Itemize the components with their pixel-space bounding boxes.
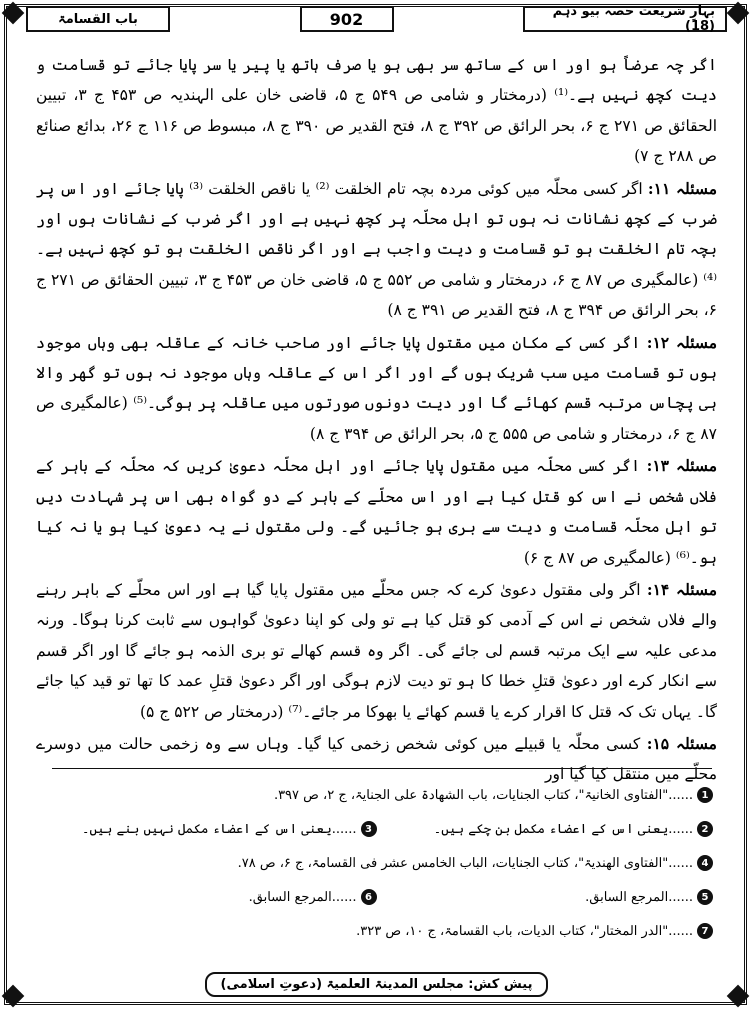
issue-label: مسئلہ ۱۱: bbox=[647, 178, 717, 198]
page-number: 902 bbox=[300, 6, 394, 32]
paragraph bbox=[36, 174, 717, 326]
footnote-number: 6 bbox=[361, 889, 377, 905]
paragraph-text: کسی محلّہ یا قبیلے میں کوئی شخص زخمی کیا گیا۔ وہاں سے وہ زخمی حالت میں دوسرے محلّے میں منتقل کیا گیا اور bbox=[36, 734, 717, 784]
footnote-row bbox=[40, 814, 713, 844]
footnote-row bbox=[40, 882, 713, 912]
paragraph-text: اگر کسی کے مکان میں مقتول پایا جائے اور صاحب خانہ کے عاقلہ بھی وہاں موجود ہوں تو قسامت میں سب شریک ہوں گے اور اگر اس کے عاقلہ وہاں موجود نہ ہوں تو گھر والا ہی پچاس مرتبہ قسم کھائے گا اور دیت دونوں صورتوں میں عاقلہ پر ہوگی۔⁽⁵⁾ (عالمگیری ص ۸۷ ج ۶، درمختار و شامی ص ۵۵۵ ج ۵، بحر الرائق ص ۳۹۴ ج ۸) bbox=[36, 333, 717, 443]
footnote-text: ......"الفتاوی الخانیۃ"، کتاب الجنایات، باب الشھادۃ علی الجنایۃ، ج ۲، ص ۳۹۷. bbox=[273, 787, 693, 803]
footnote-number: 5 bbox=[697, 889, 713, 905]
issue-label: مسئلہ ۱۴: bbox=[646, 579, 718, 599]
issue-label: مسئلہ ۱۲: bbox=[646, 332, 717, 352]
page-header bbox=[26, 6, 727, 32]
paragraph bbox=[36, 575, 717, 727]
footnote-number: 4 bbox=[697, 855, 713, 871]
footnote-text: ......المرجع السابق. bbox=[585, 889, 693, 905]
footnote-text: ......المرجع السابق. bbox=[248, 889, 357, 905]
footnote bbox=[40, 855, 713, 871]
footnote-number: 1 bbox=[697, 787, 713, 803]
footnote-number: 7 bbox=[697, 923, 713, 939]
main-text bbox=[36, 50, 717, 792]
footnote-row bbox=[40, 848, 713, 878]
footnote bbox=[40, 821, 377, 837]
page-footer bbox=[0, 972, 753, 997]
footnote-text: ......یعنی اس کے اعضاء مکمل بن چکے ہیں۔ bbox=[433, 821, 693, 837]
footnote bbox=[377, 821, 714, 837]
footnote-row bbox=[40, 780, 713, 810]
paragraph-text: اگر چہ عرضاً ہو اور اس کے ساتھ سر بھی ہو یا صرف ہاتھ یا پیر یا سر پایا جائے تو قسامت و دیت کچھ نہیں ہے۔⁽¹⁾ (درمختار و شامی ص ۵۴۹ ج ۵، قاضی خان علی الہندیہ ص ۴۵۳ ج ۳، تبیین الحقائق ص ۲۷۱ ج ۶، بحر الرائق ص ۳۹۲ ج ۸، فتح القدیر ص ۳۹۰ ج ۸، مبسوط ص ۱۱۶ ج ۲۶، بدائع صنائع ص ۲۸۸ ج ۷) bbox=[36, 56, 718, 166]
footnote-row bbox=[40, 916, 713, 946]
footnote bbox=[40, 923, 713, 939]
footnote bbox=[40, 889, 377, 905]
corner-ornament-icon bbox=[2, 2, 25, 25]
footnote-text: ......"الفتاوی الھندیۃ"، کتاب الجنایات، الباب الخامس عشر فی القسامۃ، ج ۶، ص ۷۸. bbox=[237, 855, 693, 871]
corner-ornament-icon bbox=[727, 2, 750, 25]
footnote-divider bbox=[52, 768, 712, 769]
paragraph bbox=[36, 328, 717, 450]
paragraph bbox=[36, 451, 717, 573]
footnote bbox=[377, 889, 714, 905]
footnotes bbox=[40, 780, 713, 950]
issue-label: مسئلہ ۱۵: bbox=[646, 733, 717, 753]
issue-label: مسئلہ ۱۳: bbox=[646, 456, 718, 476]
paragraph bbox=[36, 50, 717, 172]
paragraph-text: اگر ولی مقتول دعویٰ کرے کہ جس محلّے میں مقتول پایا گیا ہے اور اس محلّے کے باہر رہنے والے فلاں شخص نے اس کے آدمی کو قتل کیا ہے تو ولی کو اپنا دعویٰ گواہوں سے ثابت کرنا ہوگا۔ ورنہ مدعی علیہ سے ایک مرتبہ قسم لی جائے گی۔ اگر وہ قسم کھالے تو بری الذمہ ہو جائے گا اور اگر قسم سے انکار کرے اور دعویٰ قتلِ خطا کا ہو تو دیت لازم ہوگی اور اگر دعویٰ قتلِ عمد کا تھا تو قید کیا جائے گا۔ یہاں تک کہ قتل کا اقرار کرے یا قسم کھائے یا بھوکا مر جائے۔⁽⁷⁾ (درمختار ص ۵۲۲ ج ۵) bbox=[36, 580, 717, 721]
footnote-text: ......یعنی اس کے اعضاء مکمل نہیں بنے ہیں۔ bbox=[81, 821, 357, 837]
paragraph-text: اگر کسی محلّہ میں کوئی مردہ بچہ تام الخلقت ⁽²⁾ یا ناقص الخلقت ⁽³⁾ پایا جائے اور اس پر ضرب کے کچھ نشانات نہ ہوں تو اہل محلّہ پر کچھ نہیں ہے اور اگر ضرب کے نشانات ہوں اور بچہ تام الخلقت ہو تو قسامت و دیت واجب ہے اور اگر ناقص الخلقت ہو تو کچھ نہیں ہے۔⁽⁴⁾ (عالمگیری ص ۸۷ ج ۶، درمختار و شامی ص ۵۵۲ ج ۵، قاضی خان ص ۴۵۳ ج ۳، تبیین الحقائق ص ۲۷۱ ج ۶، بحر الرائق ص ۳۹۴ ج ۸، فتح القدیر ص ۳۹۱ ج ۸) bbox=[36, 179, 718, 320]
paragraph-text: اگر کسی محلّہ میں مقتول پایا جائے اور اہل محلّہ دعویٰ کریں کہ محلّہ کے باہر کے فلاں شخص نے اس کو قتل کیا ہے اور اس محلّے کے باہر کے دو گواہ بھی اس پر شہادت دیں تو اہل محلّہ قسامت و دیت سے بری ہو جائیں گے۔ ولی مقتول نے یہ دعویٰ کیا ہو یا نہ کیا ہو۔⁽⁶⁾ (عالمگیری ص ۸۷ ج ۶) bbox=[36, 457, 717, 567]
publisher-credit: پیش کش: مجلس المدینۃ العلمیۃ (دعوتِ اسلامی) bbox=[205, 972, 549, 997]
footnote bbox=[40, 787, 713, 803]
footnote-number: 2 bbox=[697, 821, 713, 837]
book-series-title: بہارِ شریعت حصہ بیو دہم (18) bbox=[523, 6, 727, 32]
footnote-text: ......"الدر المختار"، کتاب الدیات، باب القسامۃ، ج ۱۰، ص ۳۲۳. bbox=[356, 923, 693, 939]
footnote-number: 3 bbox=[361, 821, 377, 837]
chapter-title: باب القسامۃ bbox=[26, 6, 170, 32]
